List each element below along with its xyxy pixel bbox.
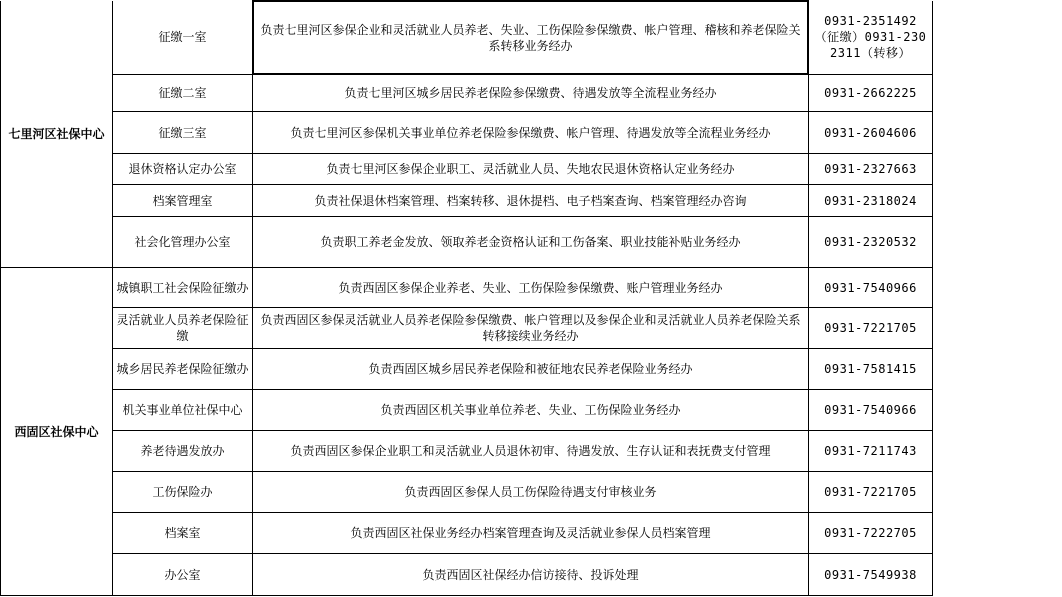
duty-description: 负责职工养老金发放、领取养老金资格认证和工伤备案、职业技能补贴业务经办: [253, 217, 809, 268]
office-name: 档案管理室: [113, 185, 253, 217]
table-row: [1, 75, 1062, 112]
duty-description: 负责西固区社保经办信访接待、投诉处理: [253, 554, 809, 596]
phone-number: 0931-7222705: [809, 513, 933, 554]
office-name: 征缴一室: [113, 1, 253, 75]
phone-number: 0931-2318024: [809, 185, 933, 217]
duty-description: 负责七里河区参保企业职工、灵活就业人员、失地农民退休资格认定业务经办: [253, 154, 809, 185]
phone-number: 0931-7549938: [809, 554, 933, 596]
center-name-xigu: 西固区社保中心: [1, 268, 113, 596]
duty-description: 负责西固区参保企业职工和灵活就业人员退休初审、待遇发放、生存认证和表抚费支付管理: [253, 431, 809, 472]
office-name: 征缴二室: [113, 75, 253, 112]
table-row: [1, 472, 1062, 513]
office-name: 退休资格认定办公室: [113, 154, 253, 185]
phone-number: 0931-7581415: [809, 349, 933, 390]
phone-number: 0931-2351492（征缴）0931-2302311（转移）: [809, 1, 933, 75]
table-row: [1, 513, 1062, 554]
duty-description: 负责西固区城乡居民养老保险和被征地农民养老保险业务经办: [253, 349, 809, 390]
duty-description: 负责西固区参保人员工伤保险待遇支付审核业务: [253, 472, 809, 513]
duty-description: 负责西固区参保企业养老、失业、工伤保险参保缴费、账户管理业务经办: [253, 268, 809, 308]
phone-number: 0931-7540966: [809, 390, 933, 431]
office-name: 灵活就业人员养老保险征缴: [113, 308, 253, 349]
table-row: [1, 431, 1062, 472]
table-row: [1, 554, 1062, 596]
duty-description: 负责社保退休档案管理、档案转移、退休提档、电子档案查询、档案管理经办咨询: [253, 185, 809, 217]
center-name-qilihe: 七里河区社保中心: [1, 1, 113, 268]
office-name: 城镇职工社会保险征缴办: [113, 268, 253, 308]
phone-number: 0931-7211743: [809, 431, 933, 472]
table-row: [1, 112, 1062, 154]
office-name: 城乡居民养老保险征缴办: [113, 349, 253, 390]
table-row: [1, 154, 1062, 185]
office-name: 征缴三室: [113, 112, 253, 154]
phone-number: 0931-2662225: [809, 75, 933, 112]
phone-number: 0931-7221705: [809, 308, 933, 349]
table-row: [1, 390, 1062, 431]
phone-number: 0931-2604606: [809, 112, 933, 154]
office-name: 工伤保险办: [113, 472, 253, 513]
phone-number: 0931-2320532: [809, 217, 933, 268]
table-row: [1, 185, 1062, 217]
phone-number: 0931-2327663: [809, 154, 933, 185]
table-row: [1, 308, 1062, 349]
table-row: [1, 217, 1062, 268]
phone-number: 0931-7540966: [809, 268, 933, 308]
office-name: 养老待遇发放办: [113, 431, 253, 472]
duty-description: 负责七里河区城乡居民养老保险参保缴费、待遇发放等全流程业务经办: [253, 75, 809, 112]
table-row: [1, 349, 1062, 390]
office-name: 办公室: [113, 554, 253, 596]
table-row: [1, 1, 1062, 75]
table-row: [1, 268, 1062, 308]
office-name: 档案室: [113, 513, 253, 554]
duty-description: 负责西固区机关事业单位养老、失业、工伤保险业务经办: [253, 390, 809, 431]
duty-description: 负责西固区参保灵活就业人员养老保险参保缴费、帐户管理以及参保企业和灵活就业人员养老保险关系转移接续业务经办: [253, 308, 809, 349]
duty-description: 负责西固区社保业务经办档案管理查询及灵活就业参保人员档案管理: [253, 513, 809, 554]
office-name: 社会化管理办公室: [113, 217, 253, 268]
office-name: 机关事业单位社保中心: [113, 390, 253, 431]
duty-description: 负责七里河区参保企业和灵活就业人员养老、失业、工伤保险参保缴费、帐户管理、稽核和养老保险关系转移业务经办: [253, 1, 809, 75]
phone-number: 0931-7221705: [809, 472, 933, 513]
duty-description: 负责七里河区参保机关事业单位养老保险参保缴费、帐户管理、待遇发放等全流程业务经办: [253, 112, 809, 154]
